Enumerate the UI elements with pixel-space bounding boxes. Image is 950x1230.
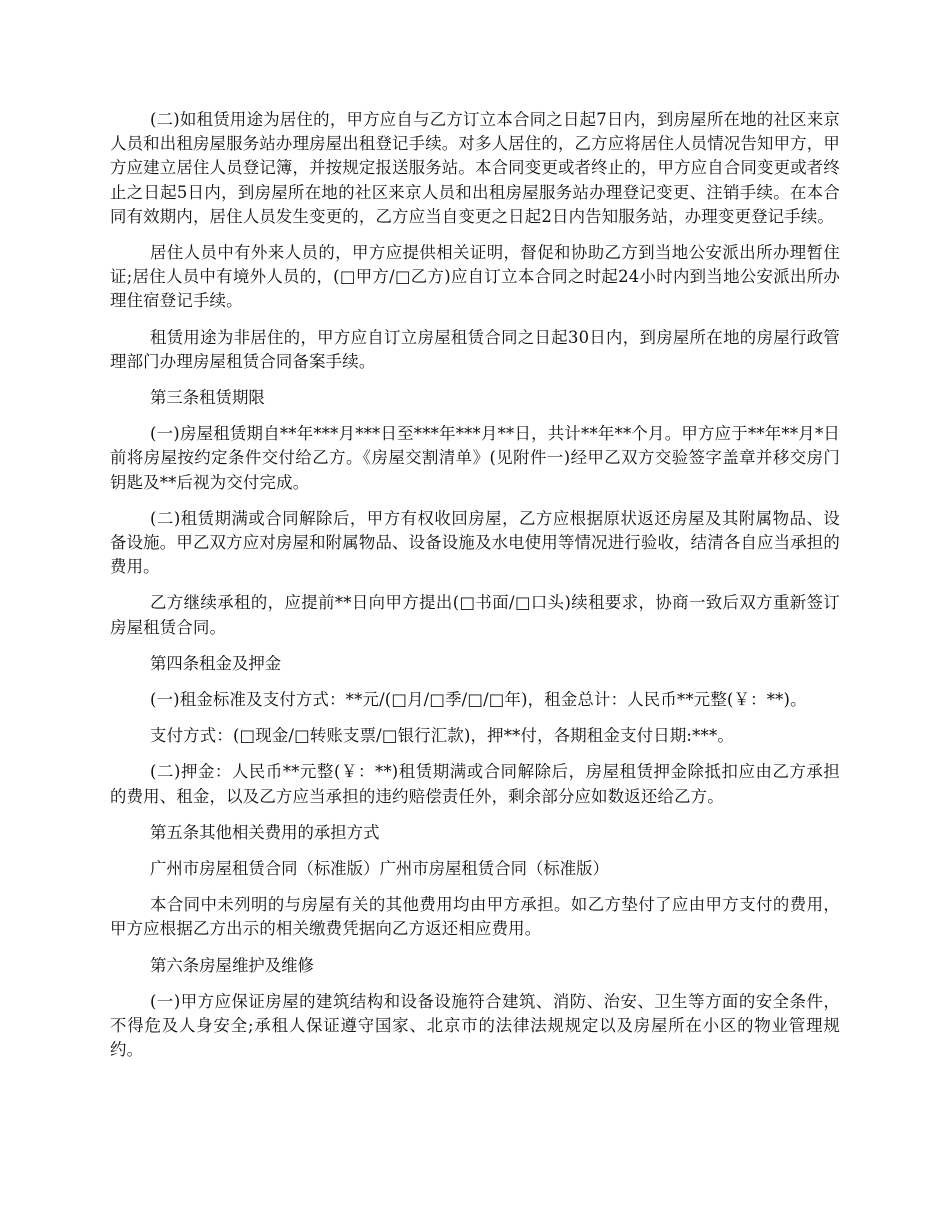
heading-article-6: 第六条房屋维护及维修 bbox=[150, 955, 314, 975]
paragraph-payment-method: 支付方式：(□现金/□转账支票/□银行汇款)，押**付，各期租金支付日期:***。 bbox=[150, 726, 734, 746]
heading-article-3: 第三条租赁期限 bbox=[150, 388, 265, 408]
paragraph-lease-term: (一)房屋租赁期自**年***月***日至***年***月**日，共计**年**个月。甲方应于**年**月*日前将房屋按约定条件交付给乙方。《房屋交割清单》(见附件一)经甲乙双方交验签字盖章并移交房门钥匙及**后视为交付完成。 bbox=[110, 424, 840, 492]
document-title-line: 广州市房屋租赁合同（标准版）广州市房屋租赁合同（标准版） bbox=[150, 859, 609, 879]
paragraph-rent-standard: (一)租金标准及支付方式：**元/(□月/□季/□/□年)，租金总计：人民币**元整(￥：**)。 bbox=[150, 690, 807, 710]
paragraph-deposit: (二)押金：人民币**元整(￥：**)租赁期满或合同解除后，房屋租赁押金除抵扣应由乙方承担的费用、租金，以及乙方应当承担的违约赔偿责任外，剩余部分应如数返还给乙方。 bbox=[110, 762, 840, 806]
paragraph-maintenance: (一)甲方应保证房屋的建筑结构和设备设施符合建筑、消防、治安、卫生等方面的安全条件，不得危及人身安全;承租人保证遵守国家、北京市的法律法规规定以及房屋所在小区的物业管理规约。 bbox=[110, 991, 840, 1060]
paragraph-outside-residents: 居住人员中有外来人员的，甲方应提供相关证明，督促和协助乙方到当地公安派出所办理暂住证;居住人员中有境外人员的，(□甲方/□乙方)应自订立本合同之时起24小时内到当地公安派出所办理住宿登记手续。 bbox=[110, 243, 840, 311]
paragraph-lease-renewal: 乙方继续承租的，应提前**日向甲方提出(□书面/□口头)续租要求，协商一致后双方重新签订房屋租赁合同。 bbox=[110, 593, 840, 637]
heading-article-4: 第四条租金及押金 bbox=[150, 653, 282, 673]
paragraph-residential-registration: (二)如租赁用途为居住的，甲方应自与乙方订立本合同之日起7日内，到房屋所在地的社区来京人员和出租房屋服务站办理房屋出租登记手续。对多人居住的，乙方应将居住人员情况告知甲方，甲方应建立居住人员登记簿，并按规定报送服务站。本合同变更或者终止的，甲方应自合同变更或者终止之日起5日内，到房屋所在地的社区来京人员和出租房屋服务站办理登记变更、注销手续。在本合同有效期内，居住人员发生变更的，乙方应当自变更之日起2日内告知服务站，办理变更登记手续。 bbox=[110, 110, 840, 226]
paragraph-other-fees: 本合同中未列明的与房屋有关的其他费用均由甲方承担。如乙方垫付了应由甲方支付的费用，甲方应根据乙方出示的相关缴费凭据向乙方返还相应费用。 bbox=[110, 895, 840, 939]
paragraph-lease-return: (二)租赁期满或合同解除后，甲方有权收回房屋，乙方应根据原状返还房屋及其附属物品、设备设施。甲乙双方应对房屋和附属物品、设备设施及水电使用等情况进行验收，结清各自应当承担的费用。 bbox=[110, 508, 840, 577]
document-page bbox=[110, 108, 840, 1075]
heading-article-5: 第五条其他相关费用的承担方式 bbox=[150, 822, 380, 842]
paragraph-non-residential-filing: 租赁用途为非居住的，甲方应自订立房屋租赁合同之日起30日内，到房屋所在地的房屋行政管理部门办理房屋租赁合同备案手续。 bbox=[110, 327, 840, 371]
